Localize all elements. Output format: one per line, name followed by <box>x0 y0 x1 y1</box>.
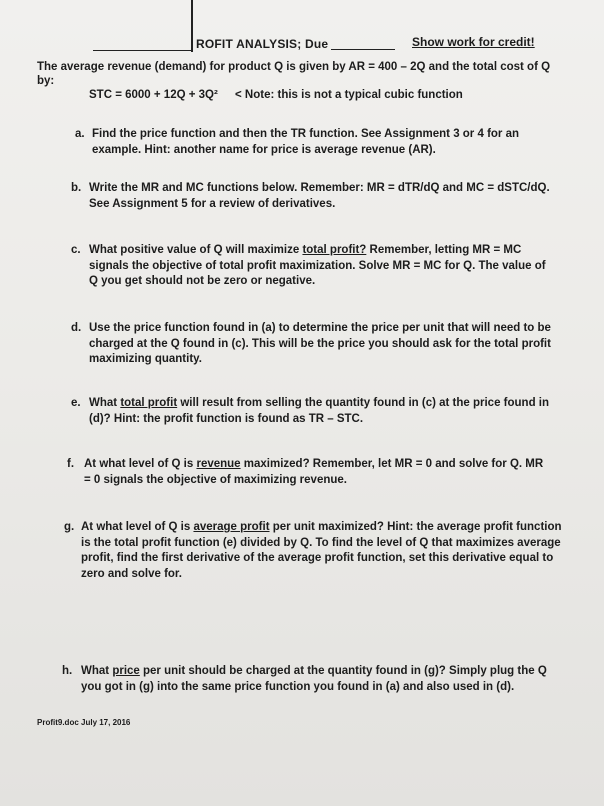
due-date-blank <box>331 49 395 50</box>
header-title: ROFIT ANALYSIS; Due <box>196 37 329 51</box>
question-text: Use the price function found in (a) to determine the price per unit that will need to be charged at the Q found in (c). This will be the price you should ask for the total profit maximizing quantity. <box>89 322 551 365</box>
underlined-term: total profit? <box>302 244 367 256</box>
underlined-term: total profit <box>120 397 178 409</box>
question-label: f. <box>67 458 75 470</box>
stc-note: < Note: this is not a typical cubic function <box>235 89 463 101</box>
question-text: At what level of Q is average profit per unit maximized? Hint: the average profit function is the total profit function (e) divided by Q. To find the level of Q that maximizes average profit, find the first derivative of the average profit function, set this derivative equal to zero and solve for. <box>81 521 562 580</box>
question-label: b. <box>71 182 82 194</box>
question-h <box>62 664 557 695</box>
question-d <box>71 321 551 368</box>
question-label: d. <box>71 322 82 334</box>
question-a <box>75 127 565 158</box>
question-label: c. <box>71 244 81 256</box>
question-f <box>67 457 547 488</box>
question-text: What price per unit should be charged at the quantity found in (g)? Simply plug the Q you got in (g) into the same price function you found in (a) and also used in (d). <box>81 665 547 693</box>
header-name-line <box>93 50 191 51</box>
stc-line <box>89 89 463 101</box>
question-c <box>71 243 551 290</box>
underlined-term: average profit <box>193 521 270 533</box>
header-title-row <box>196 37 395 51</box>
intro-text: The average revenue (demand) for product Q is given by AR = 400 – 2Q and the total cost of Q by: <box>37 61 551 87</box>
underlined-term: revenue <box>196 458 241 470</box>
question-text: What total profit will result from selling the quantity found in (c) at the price found in (d)? Hint: the profit function is found as TR – STC. <box>89 397 550 425</box>
question-label: h. <box>62 665 73 677</box>
stc-equation: STC = 6000 + 12Q + 3Q² <box>89 89 218 101</box>
question-b <box>71 181 561 212</box>
header-divider <box>191 0 193 52</box>
question-e <box>71 396 551 427</box>
question-text: At what level of Q is revenue maximized? Remember, let MR = 0 and solve for Q. MR = 0 signals the objective of maximizing revenue. <box>84 458 544 486</box>
question-text: What positive value of Q will maximize total profit? Remember, letting MR = MC signals the objective of total profit maximization. Solve MR = MC for Q. The value of Q you get should not be zero or negative. <box>89 244 546 287</box>
question-label: e. <box>71 397 81 409</box>
question-label: a. <box>75 128 85 140</box>
question-text: Write the MR and MC functions below. Remember: MR = dTR/dQ and MC = dSTC/dQ. See Assignment 5 for a review of derivatives. <box>89 182 550 210</box>
show-work-note: Show work for credit! <box>412 35 535 49</box>
question-label: g. <box>64 521 75 533</box>
question-text: Find the price function and then the TR function. See Assignment 3 or 4 for an example. Hint: another name for price is average revenue (AR). <box>92 128 520 156</box>
underlined-term: price <box>112 665 140 677</box>
footer-filename-date: Profit9.doc July 17, 2016 <box>37 718 131 727</box>
question-g <box>64 520 564 582</box>
